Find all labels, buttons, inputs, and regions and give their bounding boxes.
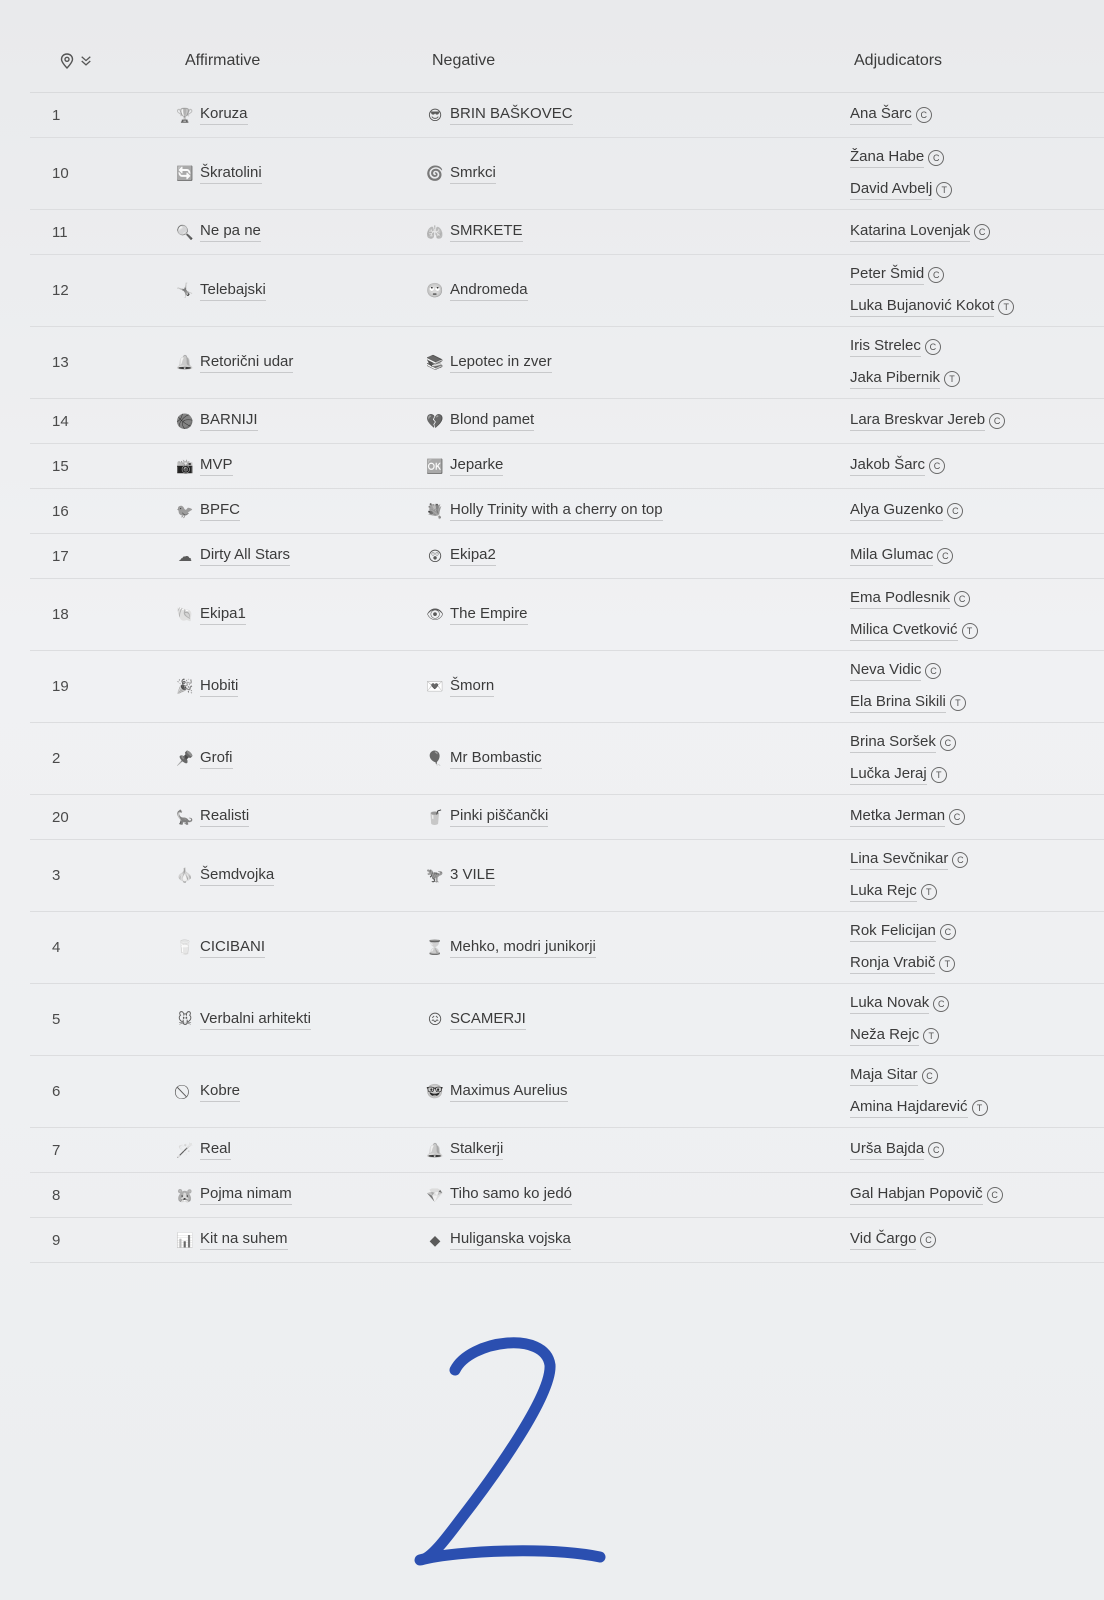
team-name[interactable]: Šmorn [450, 677, 494, 697]
adjudicator[interactable] [850, 1066, 988, 1086]
adjudicator[interactable] [850, 148, 952, 168]
room-number: 20 [52, 808, 69, 826]
negative-team[interactable] [425, 281, 850, 301]
adjudicator[interactable] [850, 765, 956, 785]
role-badge: C [928, 267, 944, 283]
negative-team[interactable] [425, 501, 850, 521]
adjudicator-name[interactable]: Metka Jerman [850, 807, 945, 827]
table-row [30, 651, 1104, 723]
affirmative-team[interactable] [175, 222, 425, 242]
adjudicator-name[interactable]: Ronja Vrabič [850, 954, 935, 974]
team-emoji-icon: 🤓 [426, 1083, 444, 1099]
team-emoji-icon: 🆗 [426, 457, 444, 474]
team-emoji-icon: 📌 [176, 750, 194, 766]
adjudicators-cell [850, 661, 966, 713]
adjudicator[interactable] [850, 501, 963, 521]
team-name[interactable]: BRIN BAŠKOVEC [450, 105, 573, 125]
room-number: 2 [52, 750, 61, 767]
affirmative-team[interactable] [175, 1185, 425, 1205]
room-number: 16 [52, 502, 69, 520]
adjudicator-name[interactable]: Maja Sitar [850, 1066, 918, 1086]
team-name[interactable]: BARNIJI [200, 411, 258, 431]
adjudicator-name[interactable]: Ana Šarc [850, 105, 912, 125]
room-number: 4 [52, 939, 61, 956]
negative-team[interactable] [425, 105, 850, 125]
role-badge: C [940, 735, 956, 751]
adjudicator[interactable] [850, 1185, 1003, 1205]
adjudicator[interactable] [850, 411, 1005, 431]
team-emoji-icon: 🐚 [176, 606, 194, 622]
team-name[interactable]: Retorični udar [200, 353, 293, 373]
negative-team[interactable] [425, 546, 850, 566]
role-badge: C [925, 339, 941, 355]
table-row [30, 795, 1104, 840]
role-badge: T [944, 371, 960, 387]
room-number: 19 [52, 678, 69, 695]
affirmative-team[interactable] [175, 353, 425, 373]
adjudicator[interactable] [850, 180, 952, 200]
role-badge: T [931, 767, 947, 783]
team-name[interactable]: MVP [200, 456, 233, 476]
adjudicator[interactable] [850, 922, 956, 942]
team-emoji-icon: ☁ [178, 547, 192, 564]
team-name[interactable]: Ekipa2 [450, 546, 496, 566]
team-emoji-icon: 🐹 [176, 1186, 194, 1203]
adjudicator-name[interactable]: Luka Rejc [850, 882, 917, 902]
adjudicator[interactable] [850, 850, 968, 870]
negative-team[interactable] [425, 1185, 850, 1205]
room-number: 1 [52, 106, 61, 124]
team-name[interactable]: Ekipa1 [200, 605, 246, 625]
team-name[interactable]: Pinki piščančki [450, 807, 548, 827]
adjudicators-cell [850, 456, 945, 476]
team-emoji-icon: 🐦 [176, 502, 194, 519]
table-row [30, 210, 1104, 255]
adjudicator-name[interactable]: Lina Sevčnikar [850, 850, 948, 870]
team-name[interactable]: Holly Trinity with a cherry on top [450, 501, 663, 521]
adjudicator-name[interactable]: Ema Podlesnik [850, 589, 950, 609]
negative-team[interactable] [425, 164, 850, 184]
team-name[interactable]: Dirty All Stars [200, 546, 290, 566]
adjudicator[interactable] [850, 733, 956, 753]
team-emoji-icon: 🔔 [176, 354, 194, 370]
team-emoji-icon: 👁 [426, 606, 444, 622]
table-row [30, 399, 1104, 444]
table-row [30, 489, 1104, 534]
team-name[interactable]: 3 VILE [450, 866, 495, 886]
team-name[interactable]: Lepotec in zver [450, 353, 552, 373]
team-name[interactable]: Stalkerji [450, 1140, 503, 1160]
adjudicators-cell [850, 994, 949, 1046]
role-badge: C [925, 663, 941, 679]
role-badge: C [974, 224, 990, 240]
team-name[interactable]: Hobiti [200, 677, 238, 697]
role-badge: C [947, 503, 963, 519]
pairings-table [30, 30, 1104, 1263]
team-name[interactable]: SMRKETE [450, 222, 523, 242]
adjudicator-name[interactable]: David Avbelj [850, 180, 932, 200]
room-number: 7 [52, 1141, 61, 1159]
adjudicator[interactable] [850, 546, 953, 566]
team-name[interactable]: Šemdvojka [200, 866, 274, 886]
adjudicators-cell [850, 222, 990, 242]
team-emoji-icon: 😎 [427, 106, 443, 123]
team-name[interactable]: Grofi [200, 749, 233, 769]
adjudicator-name[interactable]: Brina Soršek [850, 733, 936, 753]
table-row [30, 138, 1104, 210]
room-number: 8 [52, 1186, 61, 1204]
adjudicator[interactable] [850, 369, 960, 389]
affirmative-team[interactable] [175, 456, 425, 476]
team-name[interactable]: Ne pa ne [200, 222, 261, 242]
adjudicator-name[interactable]: Vid Čargo [850, 1230, 916, 1250]
room-number: 5 [52, 1011, 61, 1028]
negative-team[interactable] [425, 456, 850, 476]
adjudicator-name[interactable]: Gal Habjan Popovič [850, 1185, 983, 1205]
handwritten-number-text: 2 [510, 1465, 511, 1466]
adjudicator-name[interactable]: Neža Rejc [850, 1026, 919, 1046]
role-badge: C [928, 1142, 944, 1158]
affirmative-team[interactable] [175, 1140, 425, 1160]
team-name[interactable]: Koruza [200, 105, 248, 125]
negative-team[interactable] [425, 1140, 850, 1160]
role-badge: C [940, 924, 956, 940]
role-badge: T [972, 1100, 988, 1116]
adjudicator[interactable] [850, 337, 960, 357]
adjudicator[interactable] [850, 222, 990, 242]
adjudicators-cell [850, 733, 956, 785]
adjudicator[interactable] [850, 661, 966, 681]
team-emoji-icon: ⌛ [426, 939, 444, 955]
adjudicator[interactable] [850, 954, 956, 974]
chevron-double-down-icon [80, 52, 92, 70]
affirmative-team[interactable] [175, 677, 425, 697]
role-badge: T [936, 182, 952, 198]
adjudicators-cell [850, 1140, 944, 1160]
adjudicator-name[interactable]: Lučka Jeraj [850, 765, 927, 785]
adjudicator[interactable] [850, 265, 1014, 285]
team-emoji-icon [175, 1082, 195, 1102]
team-name[interactable]: Telebajski [200, 281, 266, 301]
room-number: 9 [52, 1231, 61, 1249]
table-row [30, 255, 1104, 327]
team-name[interactable]: SCAMERJI [450, 1010, 526, 1030]
team-emoji-icon: 📚 [426, 354, 444, 370]
room-number: 13 [52, 354, 69, 371]
room-number: 3 [52, 867, 61, 884]
team-name[interactable]: Kobre [200, 1082, 240, 1102]
sort-control[interactable] [30, 52, 185, 70]
table-row [30, 1218, 1104, 1263]
role-badge: T [921, 884, 937, 900]
affirmative-team[interactable] [175, 164, 425, 184]
role-badge: T [962, 623, 978, 639]
team-name[interactable]: The Empire [450, 605, 528, 625]
room-number: 14 [52, 412, 69, 430]
negative-team[interactable] [425, 1230, 850, 1250]
role-badge: C [949, 809, 965, 825]
table-row [30, 93, 1104, 138]
team-emoji-icon: 🫁 [426, 223, 444, 240]
adjudicator-name[interactable]: Neva Vidic [850, 661, 921, 681]
affirmative-team[interactable] [175, 749, 425, 769]
team-emoji-icon: 📸 [176, 457, 194, 474]
team-name[interactable]: Huliganska vojska [450, 1230, 571, 1250]
team-name[interactable]: Škratolini [200, 164, 262, 184]
team-name[interactable]: Tiho samo ko jedó [450, 1185, 572, 1205]
team-emoji-icon: 💐 [426, 502, 444, 519]
location-pin-icon [58, 52, 76, 70]
team-emoji-icon: 🏆 [176, 106, 194, 123]
table-row [30, 984, 1104, 1056]
affirmative-team[interactable] [175, 938, 425, 958]
adjudicator[interactable] [850, 621, 978, 641]
affirmative-team[interactable] [175, 1082, 425, 1102]
team-name[interactable]: BPFC [200, 501, 240, 521]
table-row [30, 912, 1104, 984]
affirmative-team[interactable] [175, 807, 425, 827]
adjudicator[interactable] [850, 882, 968, 902]
role-badge: C [933, 996, 949, 1012]
team-emoji-icon: 😲 [427, 547, 443, 564]
team-emoji-icon: 🔄 [176, 165, 194, 181]
adjudicator-name[interactable]: Jaka Pibernik [850, 369, 940, 389]
affirmative-team[interactable] [175, 866, 425, 886]
adjudicator-name[interactable]: Luka Bujanović Kokot [850, 297, 994, 317]
team-name[interactable]: Smrkci [450, 164, 496, 184]
negative-team[interactable] [425, 605, 850, 625]
team-emoji-icon: 🤸 [176, 282, 194, 298]
affirmative-team[interactable] [175, 546, 425, 566]
negative-team[interactable] [425, 1010, 850, 1030]
negative-team[interactable] [425, 1082, 850, 1102]
team-name[interactable]: Mehko, modri junikorji [450, 938, 596, 958]
adjudicator-name[interactable]: Alya Guzenko [850, 501, 943, 521]
adjudicator[interactable] [850, 994, 949, 1014]
adjudicator-name[interactable]: Ela Brina Sikili [850, 693, 946, 713]
team-emoji-icon: 🌀 [426, 165, 444, 181]
role-badge: T [939, 956, 955, 972]
team-emoji-icon: 💌 [426, 678, 444, 694]
affirmative-team[interactable] [175, 1230, 425, 1250]
room-number: 6 [52, 1083, 61, 1100]
adjudicator[interactable] [850, 1026, 949, 1046]
role-badge: T [950, 695, 966, 711]
role-badge: C [922, 1068, 938, 1084]
team-emoji-icon: 🪄 [176, 1141, 194, 1158]
adjudicators-cell [850, 411, 1005, 431]
adjudicator[interactable] [850, 1230, 936, 1250]
room-number: 10 [52, 165, 69, 182]
team-emoji-icon: 🔍 [176, 223, 194, 240]
adjudicators-cell [850, 1066, 988, 1118]
table-row [30, 534, 1104, 579]
team-emoji-icon: 💔 [426, 412, 444, 429]
adjudicator-name[interactable]: Žana Habe [850, 148, 924, 168]
table-row [30, 723, 1104, 795]
table-header [30, 30, 1104, 93]
role-badge: T [923, 1028, 939, 1044]
negative-team[interactable] [425, 222, 850, 242]
adjudicator[interactable] [850, 1140, 944, 1160]
team-emoji-icon: ◆ [429, 1231, 441, 1248]
affirmative-team[interactable] [175, 411, 425, 431]
adjudicator[interactable] [850, 693, 966, 713]
adjudicator[interactable] [850, 589, 978, 609]
team-name[interactable]: Pojma nimam [200, 1185, 292, 1205]
handwritten-number [400, 1335, 620, 1575]
team-emoji-icon: 😖 [427, 1011, 443, 1027]
adjudicator-name[interactable]: Katarina Lovenjak [850, 222, 970, 242]
team-name[interactable]: Jeparke [450, 456, 503, 476]
header-adjudicators: Adjudicators [854, 52, 943, 69]
team-name[interactable]: Kit na suhem [200, 1230, 288, 1250]
team-emoji-icon: 🥛 [176, 939, 194, 955]
adjudicators-cell [850, 265, 1014, 317]
team-name[interactable]: Real [200, 1140, 231, 1160]
adjudicators-cell [850, 922, 956, 974]
adjudicators-cell [850, 1230, 936, 1250]
adjudicators-cell [850, 148, 952, 200]
adjudicator-name[interactable]: Milica Cvetković [850, 621, 958, 641]
table-row [30, 327, 1104, 399]
adjudicator-name[interactable]: Peter Šmid [850, 265, 924, 285]
adjudicator-name[interactable]: Urša Bajda [850, 1140, 924, 1160]
table-body [30, 93, 1104, 1263]
negative-team[interactable] [425, 353, 850, 373]
role-badge: C [928, 150, 944, 166]
room-number: 18 [52, 606, 69, 623]
affirmative-team[interactable] [175, 105, 425, 125]
adjudicator[interactable] [850, 456, 945, 476]
adjudicators-cell [850, 589, 978, 641]
room-number: 11 [52, 223, 68, 241]
table-row [30, 444, 1104, 489]
table-row [30, 1056, 1104, 1128]
role-badge: C [987, 1187, 1003, 1203]
table-row [30, 579, 1104, 651]
affirmative-team[interactable] [175, 281, 425, 301]
adjudicator-name[interactable]: Lara Breskvar Jereb [850, 411, 985, 431]
role-badge: C [989, 413, 1005, 429]
team-emoji-icon: 🐭 [177, 1011, 193, 1027]
team-name[interactable]: Maximus Aurelius [450, 1082, 568, 1102]
team-name[interactable]: Mr Bombastic [450, 749, 542, 769]
negative-team[interactable] [425, 807, 850, 827]
adjudicator-name[interactable]: Jakob Šarc [850, 456, 925, 476]
role-badge: C [920, 1232, 936, 1248]
adjudicators-cell [850, 105, 932, 125]
team-name[interactable]: Verbalni arhitekti [200, 1010, 311, 1030]
role-badge: C [952, 852, 968, 868]
adjudicators-cell [850, 807, 965, 827]
team-emoji-icon: 🧄 [176, 867, 194, 883]
team-name[interactable]: Realisti [200, 807, 249, 827]
team-emoji-icon: 🎈 [426, 750, 444, 766]
room-number: 17 [52, 547, 69, 565]
adjudicator-name[interactable]: Mila Glumac [850, 546, 933, 566]
team-emoji-icon: 🔔 [426, 1141, 444, 1158]
negative-team[interactable] [425, 938, 850, 958]
adjudicators-cell [850, 337, 960, 389]
negative-team[interactable] [425, 866, 850, 886]
team-emoji-icon: 🥤 [426, 808, 444, 825]
adjudicators-cell [850, 501, 963, 521]
adjudicator-name[interactable]: Iris Strelec [850, 337, 921, 357]
role-badge: C [937, 548, 953, 564]
room-number: 15 [52, 457, 69, 475]
team-name[interactable]: Andromeda [450, 281, 528, 301]
adjudicator-name[interactable]: Amina Hajdarević [850, 1098, 968, 1118]
header-affirmative: Affirmative [185, 52, 261, 69]
team-emoji-icon: 🎉 [176, 678, 194, 694]
adjudicators-cell [850, 546, 953, 566]
table-row [30, 840, 1104, 912]
adjudicator[interactable] [850, 1098, 988, 1118]
table-row [30, 1128, 1104, 1173]
adjudicator[interactable] [850, 807, 965, 827]
team-emoji-icon: 💎 [426, 1186, 444, 1203]
role-badge: C [916, 107, 932, 123]
adjudicator-name[interactable]: Rok Felicijan [850, 922, 936, 942]
affirmative-team[interactable] [175, 605, 425, 625]
adjudicator[interactable] [850, 297, 1014, 317]
team-name[interactable]: CICIBANI [200, 938, 265, 958]
negative-team[interactable] [425, 677, 850, 697]
team-emoji-icon: 🦖 [426, 867, 444, 883]
role-badge: T [998, 299, 1014, 315]
role-badge: C [929, 458, 945, 474]
role-badge: C [954, 591, 970, 607]
adjudicator-name[interactable]: Luka Novak [850, 994, 929, 1014]
team-emoji-icon: 🙄 [426, 282, 444, 298]
team-name[interactable]: Blond pamet [450, 411, 534, 431]
negative-team[interactable] [425, 411, 850, 431]
affirmative-team[interactable] [175, 501, 425, 521]
room-number: 12 [52, 282, 69, 299]
team-emoji-icon: 📊 [176, 1231, 194, 1248]
adjudicator[interactable] [850, 105, 932, 125]
adjudicators-cell [850, 850, 968, 902]
team-emoji-icon: 🏀 [176, 412, 194, 429]
negative-team[interactable] [425, 749, 850, 769]
affirmative-team[interactable] [175, 1010, 425, 1030]
table-row [30, 1173, 1104, 1218]
header-negative: Negative [432, 52, 496, 69]
team-emoji-icon: 🦕 [176, 808, 194, 825]
adjudicators-cell [850, 1185, 1003, 1205]
